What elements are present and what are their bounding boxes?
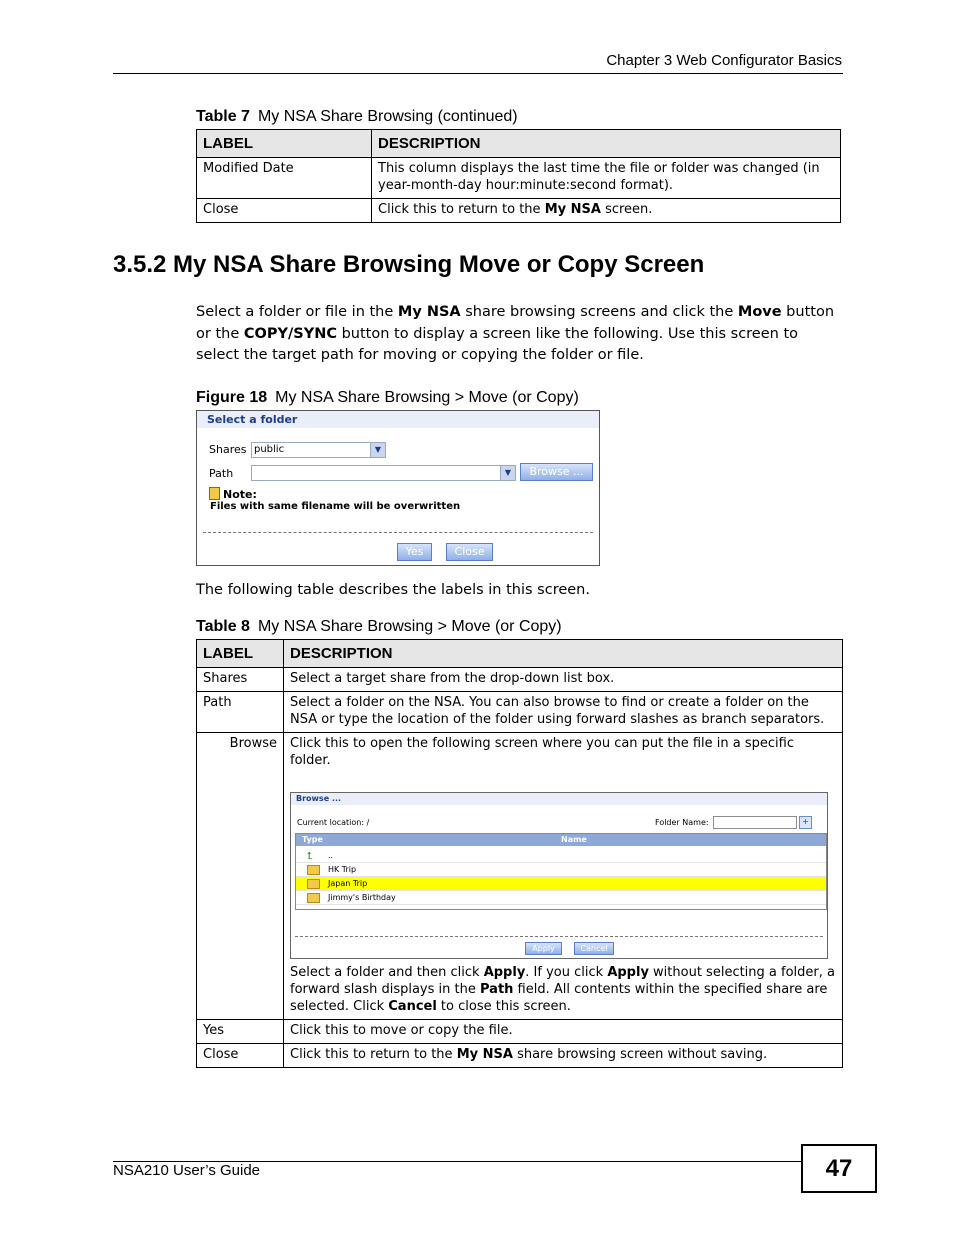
table8-caption-num: Table 8 — [196, 618, 250, 635]
table8-col-label: LABEL — [197, 640, 284, 668]
figure18-caption-num: Figure 18 — [196, 389, 268, 406]
table8-caption — [196, 618, 562, 636]
path-select[interactable] — [251, 465, 516, 481]
folder-icon — [307, 865, 320, 875]
browse-title: Browse ... — [291, 793, 827, 805]
figure18-caption — [196, 389, 579, 407]
col-name: Name — [561, 835, 587, 844]
table7-col-label: LABEL — [197, 130, 372, 158]
row-name: Japan Trip — [328, 879, 368, 888]
shares-label: Shares — [209, 443, 247, 456]
table-row — [197, 668, 843, 692]
chapter-header: Chapter 3 Web Configurator Basics — [606, 52, 842, 69]
table7-caption — [196, 108, 518, 126]
browse-desc: Click this to open the following screen where you can put the file in a specific folder. — [290, 736, 794, 768]
table8-label-yes: Yes — [197, 1020, 284, 1044]
chevron-down-icon[interactable]: ▼ — [500, 466, 515, 480]
up-arrow-icon: ⮤ — [307, 851, 313, 862]
table8-intro: The following table describes the labels in this screen. — [196, 582, 590, 598]
row-name: HK Trip — [328, 865, 357, 874]
table8-label-browse: Browse — [197, 733, 284, 1020]
table-row — [197, 158, 841, 199]
list-item[interactable] — [296, 863, 826, 877]
yes-button[interactable]: Yes — [397, 543, 432, 561]
text: Select a folder or file in the — [196, 304, 398, 320]
shares-select[interactable] — [251, 442, 386, 458]
close-button[interactable]: Close — [446, 543, 493, 561]
bold-text: My NSA — [397, 304, 461, 320]
path-label: Path — [209, 467, 234, 480]
folder-name-input[interactable] — [713, 816, 797, 829]
table-row — [197, 1020, 843, 1044]
list-item-selected[interactable] — [296, 877, 826, 891]
row-name: Jimmy's Birthday — [328, 893, 396, 902]
bold-text: Path — [480, 982, 514, 997]
move-copy-screenshot — [196, 410, 600, 566]
text: share browsing screens and click the — [460, 304, 738, 320]
browse-screenshot — [290, 792, 828, 959]
text: without selecting a folder, a forward slash displays in the — [290, 965, 835, 997]
select-folder-title: Select a folder — [197, 411, 599, 428]
bold-text: My NSA — [456, 1047, 513, 1062]
guide-title: NSA210 User’s Guide — [113, 1162, 261, 1179]
folder-icon — [307, 879, 320, 889]
folder-name-label: Folder Name: — [655, 818, 709, 827]
text: . If you click — [525, 965, 608, 980]
table8-desc-yes: Click this to move or copy the file. — [284, 1020, 843, 1044]
table8-desc-path: Select a folder on the NSA. You can also browse to find or create a folder on the NSA or type the location of the folder using forward slashes as branch separators. — [284, 692, 843, 733]
table7-caption-num: Table 7 — [196, 108, 250, 125]
text: Click this to return to the — [290, 1047, 457, 1062]
folder-icon — [307, 893, 320, 903]
text: button to display a screen like the following. Use this screen to select the target path for moving or copying the folder or file. — [196, 325, 799, 363]
table-row — [197, 199, 841, 223]
table7-desc-close — [372, 199, 841, 223]
bold-text: Apply — [607, 965, 649, 980]
row-name: .. — [328, 851, 334, 860]
table8-desc-close — [284, 1044, 843, 1068]
section-heading: 3.5.2 My NSA Share Browsing Move or Copy Screen — [113, 251, 705, 278]
table8-desc-shares: Select a target share from the drop-down list box. — [284, 668, 843, 692]
table-row — [197, 1044, 843, 1068]
bold-text: Move — [737, 304, 782, 320]
table7-col-desc: DESCRIPTION — [372, 130, 841, 158]
list-item[interactable] — [296, 891, 826, 905]
browse-button[interactable]: Browse ... — [520, 463, 593, 481]
table8-label-close: Close — [197, 1044, 284, 1068]
table8-col-desc: DESCRIPTION — [284, 640, 843, 668]
divider — [203, 532, 593, 533]
bold-text: Apply — [483, 965, 526, 980]
table7-label-close: Close — [197, 199, 372, 223]
desc-bold: My NSA — [544, 202, 601, 217]
table7-desc-modified: This column displays the last time the file or folder was changed (in year-month-day hour:minute:second format). — [372, 158, 841, 199]
section-paragraph — [196, 302, 836, 367]
grid-header — [296, 834, 826, 846]
shares-value: public — [254, 444, 285, 455]
text: to close this screen. — [436, 999, 571, 1014]
desc-text: screen. — [600, 202, 653, 217]
note-label: Note: — [223, 488, 257, 501]
current-location: Current location: / — [297, 818, 370, 827]
page-number: 47 — [801, 1144, 877, 1193]
new-folder-icon[interactable]: + — [799, 816, 812, 829]
table7-caption-text: My NSA Share Browsing (continued) — [257, 108, 518, 125]
browse-grid — [295, 833, 827, 910]
figure18-caption-text: My NSA Share Browsing > Move (or Copy) — [275, 389, 579, 406]
note-text: Files with same filename will be overwritten — [210, 501, 461, 512]
browse-desc-2 — [290, 964, 836, 1015]
col-type: Type — [302, 835, 323, 844]
cancel-button[interactable]: Cancel — [574, 942, 614, 955]
divider — [295, 936, 823, 937]
bold-text: Cancel — [388, 999, 437, 1014]
text: Select a folder and then click — [290, 965, 484, 980]
text: field. All contents within the specified share are selected. Click — [290, 982, 828, 1014]
table7-label-modified: Modified Date — [197, 158, 372, 199]
note-row — [209, 487, 257, 501]
note-icon — [209, 487, 220, 500]
table7 — [196, 129, 841, 223]
apply-button[interactable]: Apply — [525, 942, 562, 955]
table8-label-shares: Shares — [197, 668, 284, 692]
bold-text: COPY/SYNC — [243, 325, 337, 342]
table8-label-path: Path — [197, 692, 284, 733]
text: share browsing screen without saving. — [512, 1047, 768, 1062]
desc-text: Click this to return to the — [378, 202, 545, 217]
table8-caption-text: My NSA Share Browsing > Move (or Copy) — [257, 618, 562, 635]
text: button or the — [196, 304, 835, 342]
table-row — [197, 692, 843, 733]
chevron-down-icon[interactable]: ▼ — [370, 443, 385, 457]
header-rule — [113, 73, 843, 74]
list-item[interactable] — [296, 849, 826, 863]
